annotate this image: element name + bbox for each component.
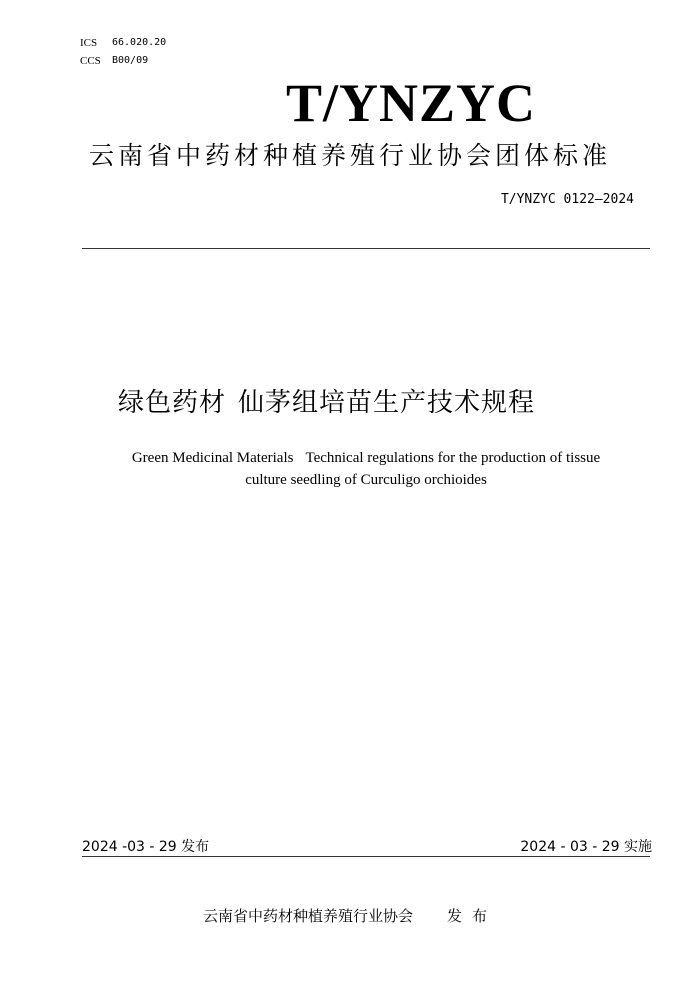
top-divider [82,248,650,249]
publish-date: 2024 -03 - 29 发布 [82,839,210,855]
implement-date: 2024 - 03 - 29 实施 [520,839,652,855]
title-en-part2: Technical regulations for the production of tissue [305,450,601,466]
issuer-line [0,905,700,926]
title-cn-part1: 绿色药材 [118,388,227,418]
standard-brand-code: T/YNZYC [286,73,537,133]
ccs-row [80,52,166,70]
classification-codes [80,34,166,70]
bottom-divider [82,856,650,857]
title-en-line1 [80,447,652,469]
ics-row [80,34,166,52]
document-title-cn [118,382,535,419]
org-standard-title: 云南省中药材种植养殖行业协会团体标准 [88,141,611,170]
issuer-action: 发布 [447,907,498,925]
ccs-value: B00/09 [112,55,149,66]
title-en-part1: Green Medicinal Materials [131,450,294,466]
issuer-name: 云南省中药材种植养殖行业协会 [202,907,413,925]
ics-label: ICS [80,37,98,49]
title-cn-part2: 仙茅组培苗生产技术规程 [238,388,536,418]
ics-value: 66.020.20 [112,37,167,48]
standard-number: T/YNZYC 0122—2024 [500,192,634,207]
title-en-line2: culture seedling of Curculigo orchioides [245,472,487,488]
document-title-en [80,447,652,491]
ccs-label: CCS [80,55,101,67]
